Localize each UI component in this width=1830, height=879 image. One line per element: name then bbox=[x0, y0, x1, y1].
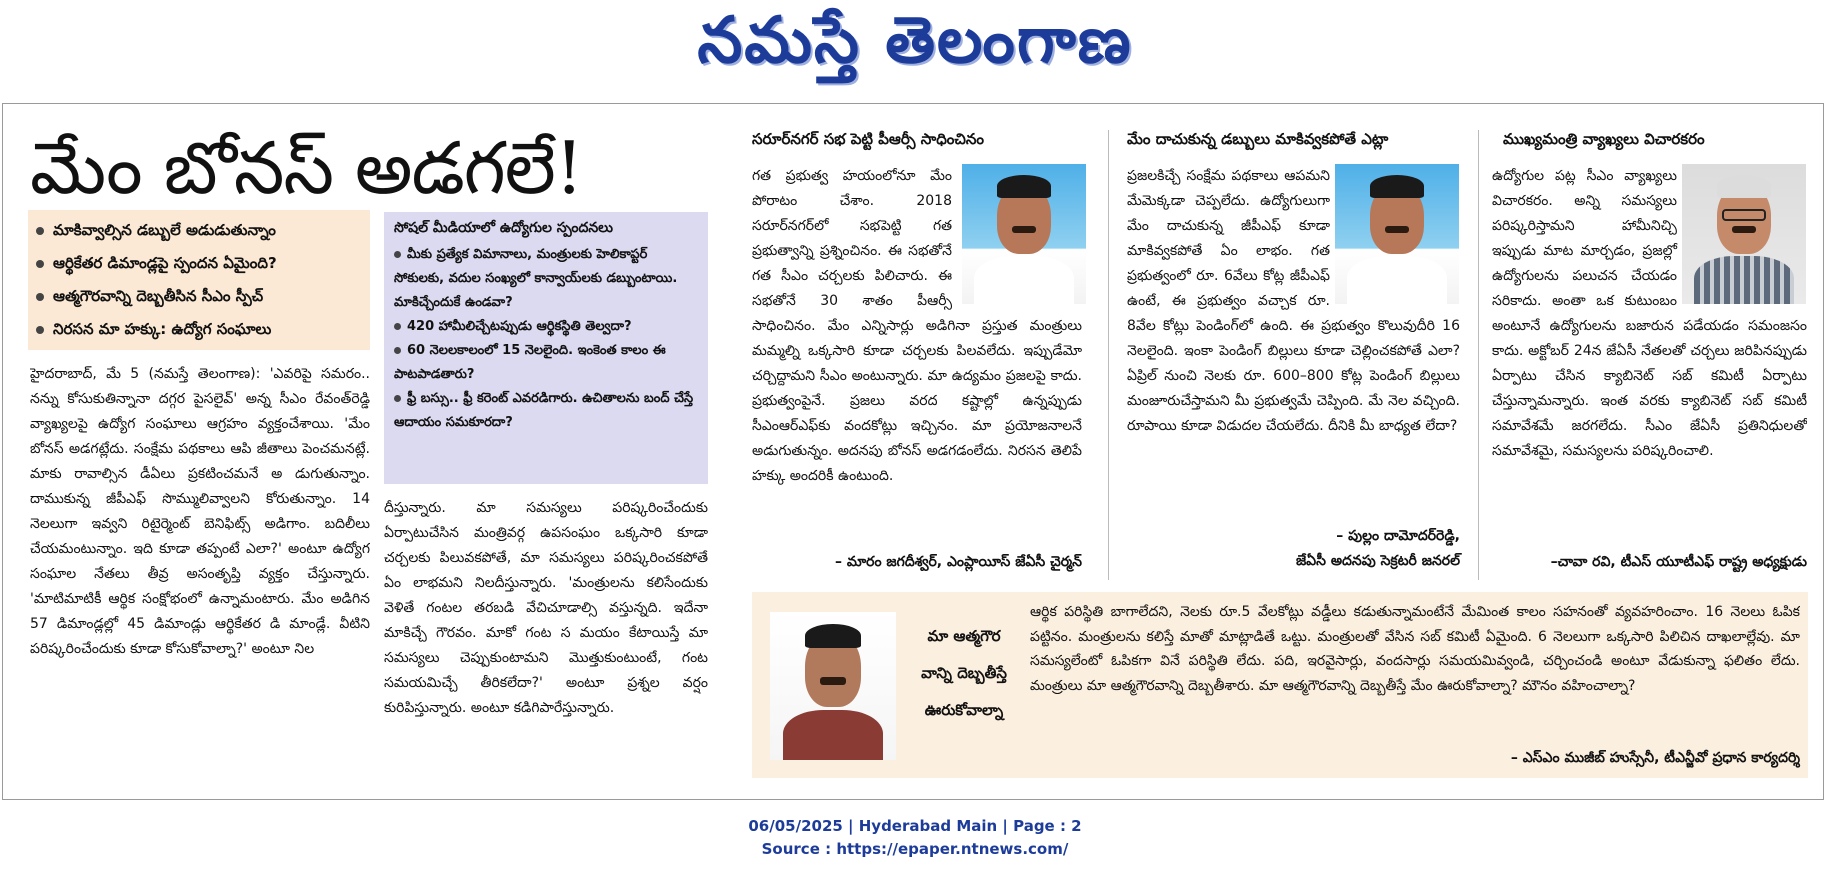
article-text: గత ప్రభుత్వ హయంలోనూ మేం పోరాటం చేశాం. 2018 సరూర్‌నగర్‌లో సభపెట్టి గత ప్రభుత్వాన్ని ప్రశ్నించినం. ఈ సభతోనే గత సీఎం చర్చలకు పిలిచారు. ఈ సభతోనే 30 శాతం పీఆర్సీ సాధించినం. మేం ఎన్నిసార్లు అడిగినా ప్రస్తుత మంత్రులు మమ్మల్ని ఒక్కసారి కూడా చర్చలకు పిలవలేదు. ఇప్పుడేమో చర్చిద్దామని సీఎం అంటున్నారు. మా ఉద్యమం ప్రజలపై కాదు. ప్రభుత్వంపైనే. ప్రజలు వరద కష్టాల్లో ఉన్నప్పుడు సీఎంఆర్ఎఫ్‌కు వందకోట్లు ఇచ్చినం. మా ప్రయోజనాలనే అడుగుతున్నం. అదనపు బోనస్ అడగడంలేదు. నిరసన తెలిపే హక్కు అందరికీ ఉంటుంది. bbox=[752, 168, 1082, 484]
article-byline: – పుల్లం దామోదర్‌రెడ్డి, bbox=[1336, 528, 1460, 544]
highlights-box bbox=[28, 210, 370, 350]
article-text: ప్రజలకిచ్చే సంక్షేమ పథకాలు ఆపమని మేమెక్కడా చెప్పలేదు. ఉద్యోగులుగా మేం దాచుకున్న జీపీఎఫ్ కూడా మాకివ్వకపోతే ఏం లాభం. గత ప్రభుత్వంలో రూ. 6వేలు కోట్ల జీపీఎఫ్ ఉంటే, ఈ ప్రభుత్వం వచ్చాక రూ. 8వేల కోట్లు పెండింగ్‌లో ఉంది. ఈ ప్రభుత్వం కొలువుదీరి 16 నెలలైంది. ఇంకా పెండింగ్ బిల్లులు కూడా చెల్లించకపోతే ఎలా? ఏప్రిల్ నుంచి నెలకు రూ. 600–800 కోట్ల పెండింగ్ బిల్లులు మంజూరుచేస్తామని మీ ప్రభుత్వమే చెప్పింది. మే నెల వచ్చింది. రూపాయి కూడా విడుదల చేయలేదు. దీనికి మీ బాధ్యత లేదా? bbox=[1127, 168, 1460, 434]
bullet-icon bbox=[394, 395, 401, 402]
bottom-byline: – ఎస్ఎం ముజీబ్ హుస్సేనీ, టీఎన్జీవో ప్రధాన కార్యదర్శి bbox=[1510, 750, 1800, 766]
footer-date-edition: 06/05/2025 | Hyderabad Main | Page : 2 bbox=[748, 817, 1082, 835]
bullet-icon bbox=[36, 260, 44, 268]
social-item: 420 హామీలిచ్చేటప్పుడు ఆర్థికస్థితి తెల్వదా? bbox=[394, 315, 698, 339]
lead-article-text: హైదరాబాద్, మే 5 (నమస్తే తెలంగాణ): 'ఎవరిపై సమరం.. నన్ను కోసుకుతిన్నానా దగ్గర పైసలైవ్' అన్న సీఎం రేవంత్‌రెడ్డి వ్యాఖ్యలపై ఉద్యోగ సంఘాలు ఆగ్రహం వ్యక్తంచేశాయి. 'మేం బోనస్ అడగట్లేదు. సంక్షేమ పథకాలు ఆపి జీతాలు పెంచమనట్లే. మాకు రావాల్సిన డీఏలు ప్రకటించమనే అ డుగుతున్నాం. దాముకున్న జీపీఎఫ్ సొమ్ములివ్వాలని కోరుతున్నాం. 14 నెలలుగా ఇవ్వని రిటైర్మెంట్ బెనిఫిట్స్ అడిగాం. బదిలీలు చేయమంటున్నాం. ఇది కూడా తప్పంటే ఎలా?' అంటూ ఉద్యోగ సంఘాల నేతలు తీవ్ర అసంతృప్తి వ్యక్తం చేస్తున్నారు. 'మాటిమాటికీ ఆర్థిక సంక్షోభంలో ఉన్నామంటారు. మేం అడిగిన 57 డిమాండ్లల్లో 45 డిమాండ్లు ఆర్థికేతర డి మాండ్లే. వీటిని పరిష్కరించేందుకు కూడా కోసుకోవాల్నా?' అంటూ నిల bbox=[30, 366, 370, 657]
headline: మేం బోనస్ అడగలే! bbox=[30, 126, 583, 210]
bullet-icon bbox=[394, 323, 401, 330]
pull-quote: మా ఆత్మగౌర వాన్ని దెబ్బతీస్తే ఊరుకోవాల్నా bbox=[921, 627, 1007, 719]
highlight-item: ఆర్థికేతర డిమాండ్లపై స్పందన ఏమైంది? bbox=[36, 247, 362, 280]
social-item: ఫ్రీ బస్సు.. ఫ్రీ కరెంట్ ఎవరడిగారు. ఉచితాలను బంద్ చేస్తే ఆదాయం సమకూరదా? bbox=[394, 391, 694, 430]
article-text: ఉద్యోగుల పట్ల సీఎం వ్యాఖ్యలు విచారకరం. అన్ని సమస్యలు పరిష్కరిస్తామని హామీనిచ్చి ఇప్పుడు మాట మార్చడం, ప్రజల్లో ఉద్యోగులను పలుచన చేయడం సరికాదు. అంతా ఒక కుటుంబం అంటూనే ఉద్యోగులను బజారున పడేయడం సమంజసం కాదు. అక్టోబర్ 24న జేఏసీ నేతలతో చర్చలు జరిపినప్పుడు ఏర్పాటు చేసిన క్యాబినెట్ సబ్ కమిటీ ఏర్పాటు చేస్తున్నామన్నారు. ఇంత వరకు క్యాబినెట్ సబ్ కమిటీ సమావేశమే జరగలేదు. సీఎం జేఏసీ ప్రతినిధులతో సమావేశమై, సమస్యలను పరిష్కరించాలి. bbox=[1492, 168, 1807, 459]
article-heading: ముఖ్యమంత్రి వ్యాఖ్యలు విచారకరం bbox=[1503, 130, 1705, 148]
portrait-photo bbox=[770, 612, 896, 760]
article-heading: సరూర్‌నగర్ సభ పెట్టి పీఆర్సీ సాధించినం bbox=[752, 130, 985, 148]
bullet-icon bbox=[36, 326, 44, 334]
social-title: సోషల్ మీడియాలో ఉద్యోగుల స్పందనలు bbox=[394, 220, 613, 236]
bullet-icon bbox=[36, 293, 44, 301]
article-byline-title: జేఏసీ అదనపు సెక్రటరీ జనరల్ bbox=[1295, 553, 1460, 569]
masthead-title: నమస్తే తెలంగాణ bbox=[697, 2, 1133, 78]
social-media-box bbox=[384, 212, 708, 484]
highlight-item: ఆత్మగౌరవాన్ని దెబ్బతీసిన సీఎం స్పీచ్ bbox=[36, 280, 362, 313]
bottom-article-text: ఆర్థిక పరిస్థితి బాగాలేదని, నెలకు రూ.5 వేలకోట్లు వడ్డీలు కడుతున్నామంటేనే మేమింత కాలం సహనంతో వ్యవహరించాం. 16 నెలలు ఓపిక పట్టినం. మంత్రులను కలిస్తే మాతో మాట్లాడితే ఒట్టు. మంత్రులతో వేసిన సబ్ కమిటీ ఏమైంది. 6 నెలలుగా ఒక్కసారి పిలిచిన దాఖలాల్లేవు. మా సమస్యలేంటో ఓపికగా వినే పరిస్థితి లేదు. పది, ఇరవైసార్లు, వందసార్లు సమయమివ్వండి, చర్చించండి అంటూ వేడుకున్నా ఫలితం లేదు. మంత్రులు మా ఆత్మగౌరవాన్ని దెబ్బతీశారు. మా ఆత్మగౌరవాన్ని దెబ్బతీస్తే మేం ఊరుకోవాల్నా? మౌనం వహించాల్నా? bbox=[1030, 604, 1800, 694]
highlight-item: నిరసన మా హక్కు: ఉద్యోగ సంఘాలు bbox=[36, 313, 362, 346]
bullet-icon bbox=[36, 227, 44, 235]
article-byline: – మారం జగదీశ్వర్, ఎంప్లాయీస్ జేఏసీ చైర్మన్ bbox=[834, 554, 1082, 570]
footer-source: Source : https://epaper.ntnews.com/ bbox=[761, 840, 1069, 858]
bullet-icon bbox=[394, 347, 401, 354]
article-heading: మేం దాచుకున్న డబ్బులు మాకివ్వకపోతే ఎట్లా bbox=[1127, 130, 1389, 148]
column-divider bbox=[1478, 130, 1479, 580]
column-divider bbox=[1108, 130, 1109, 580]
social-item: 60 నెలలకాలంలో 15 నెలలైంది. ఇంకెంత కాలం ఈ పాటపాడతారు? bbox=[394, 343, 666, 382]
masthead bbox=[0, 0, 1830, 95]
bullet-icon bbox=[394, 251, 401, 258]
highlight-item: మాకివ్వాల్సిన డబ్బులే అడుడుతున్నాం bbox=[36, 214, 362, 247]
social-item: మీకు ప్రత్యేక విమానాలు, మంత్రులకు హెలికాప్టర్ సోకులకు, వదుల సంఖ్యలో కాన్వాయ్‌లకు డబ్బుంటాయి. మాకిచ్చేందుకే ఉండవా? bbox=[394, 247, 678, 310]
article-byline: –చావా రవి, టీఎస్ యూటీఎఫ్ రాష్ట్ర అధ్యక్షుడు bbox=[1550, 554, 1807, 570]
lead-article-continued: దీస్తున్నారు. మా సమస్యలు పరిష్కరించేందుకు ఏర్పాటుచేసిన మంత్రివర్గ ఉపసంఘం ఒక్కసారి కూడా చర్చలకు పిలువకపోతే, మా సమస్యలు పరిష్కరించకపోతే ఏం లాభమని నిలదీస్తున్నారు. 'మంత్రులను కలిసేందుకు వెళితే గంటల తరబడి వేచిచూడాల్సి వస్తున్నది. ఇదేనా మాకిచ్చే గౌరవం. మాకో గంట స మయం కేటాయిస్తే మా సమస్యలు చెప్పుకుంటామని మొత్తుకుంటుంటే, గంట సమయమిచ్చే తీరికలేదా?' అంటూ ప్రశ్నల వర్షం కురిపిస్తున్నారు. అంటూ కడిగిపారేస్తున్నారు. bbox=[384, 500, 708, 716]
